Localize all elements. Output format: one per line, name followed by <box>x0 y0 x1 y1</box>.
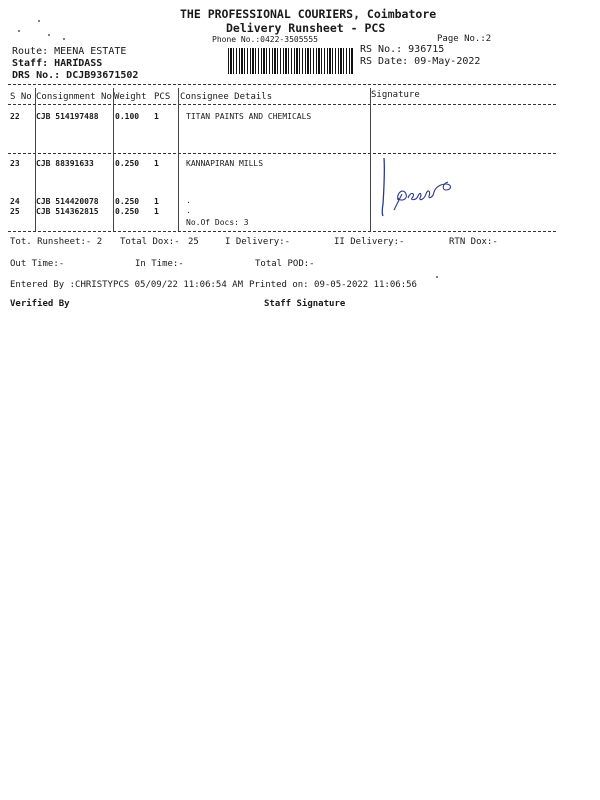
row-weight: 0.250 <box>115 159 140 168</box>
row-consignment: CJB 514420078 <box>36 197 99 206</box>
row-pcs: 1 <box>154 159 159 168</box>
rs-number: RS No.: 936715 <box>360 44 445 55</box>
row-sno: 24 <box>10 197 20 206</box>
out-time: Out Time:- <box>10 259 65 269</box>
rtn-dox: RTN Dox:- <box>449 237 498 247</box>
verified-by: Verified By <box>10 299 70 309</box>
header-bottom-rule <box>8 104 556 105</box>
signature-text: P.Selvino <box>398 200 404 201</box>
row-pcs: 1 <box>154 207 159 216</box>
printed-on: Printed on: 09-05-2022 11:06:56 <box>249 280 417 290</box>
company-name: THE PROFESSIONAL COURIERS, Coimbatore <box>180 7 437 21</box>
entered-by: Entered By :CHRISTYPCS 05/09/22 11:06:54 AM <box>10 280 243 290</box>
page-number: Page No.:2 <box>437 34 492 44</box>
row-consignee: TITAN PAINTS AND CHEMICALS <box>186 112 312 121</box>
i-delivery: I Delivery:- <box>225 237 291 247</box>
row-consignment: CJB 88391633 <box>36 159 94 168</box>
column-header-weight: Weight <box>114 92 147 102</box>
row-weight: 0.100 <box>115 112 140 121</box>
row-sno: 25 <box>10 207 20 216</box>
column-divider <box>370 88 371 231</box>
row-consignee: . <box>186 206 191 215</box>
total-runsheet: Tot. Runsheet:- 2 <box>10 237 103 247</box>
barcode <box>228 48 354 74</box>
drs-number: DRS No.: DCJB93671502 <box>12 70 139 81</box>
no-of-docs: No.Of Docs: 3 <box>186 218 249 227</box>
column-header-consignee: Consignee Details <box>180 92 273 102</box>
row-pcs: 1 <box>154 112 159 121</box>
staff: Staff: HARIDASS <box>12 58 103 69</box>
column-divider <box>113 88 114 231</box>
total-dox-label: Total Dox:- <box>120 237 180 247</box>
row-pcs: 1 <box>154 197 159 206</box>
row-sno: 23 <box>10 159 20 168</box>
table-top-rule <box>8 84 556 85</box>
in-time: In Time:- <box>135 259 184 269</box>
column-header-signature: Signature <box>371 90 420 100</box>
total-pod: Total POD:- <box>255 259 315 269</box>
handwritten-signature <box>376 154 466 224</box>
route: Route: MEENA ESTATE <box>12 46 127 57</box>
column-header-pcs: PCS <box>154 92 171 102</box>
staff-signature: Staff Signature <box>264 299 346 309</box>
column-header-consignment: Consignment No <box>36 92 112 102</box>
row-weight: 0.250 <box>115 207 140 216</box>
rs-date: RS Date: 09-May-2022 <box>360 56 481 67</box>
table-bottom-rule <box>8 231 556 232</box>
row-consignee: . <box>186 196 191 205</box>
total-dox-value: 25 <box>188 237 199 247</box>
row-weight: 0.250 <box>115 197 140 206</box>
ii-delivery: II Delivery:- <box>334 237 405 247</box>
document-title: Delivery Runsheet - PCS <box>226 21 386 35</box>
row-consignment: CJB 514362815 <box>36 207 99 216</box>
column-header-sno: S No <box>10 92 32 102</box>
column-divider <box>178 88 179 231</box>
row-sno: 22 <box>10 112 20 121</box>
row-separator <box>8 153 556 154</box>
phone-number: Phone No.:0422-3505555 <box>212 35 318 44</box>
row-consignee: KANNAPIRAN MILLS <box>186 159 264 168</box>
row-consignment: CJB 514197488 <box>36 112 99 121</box>
